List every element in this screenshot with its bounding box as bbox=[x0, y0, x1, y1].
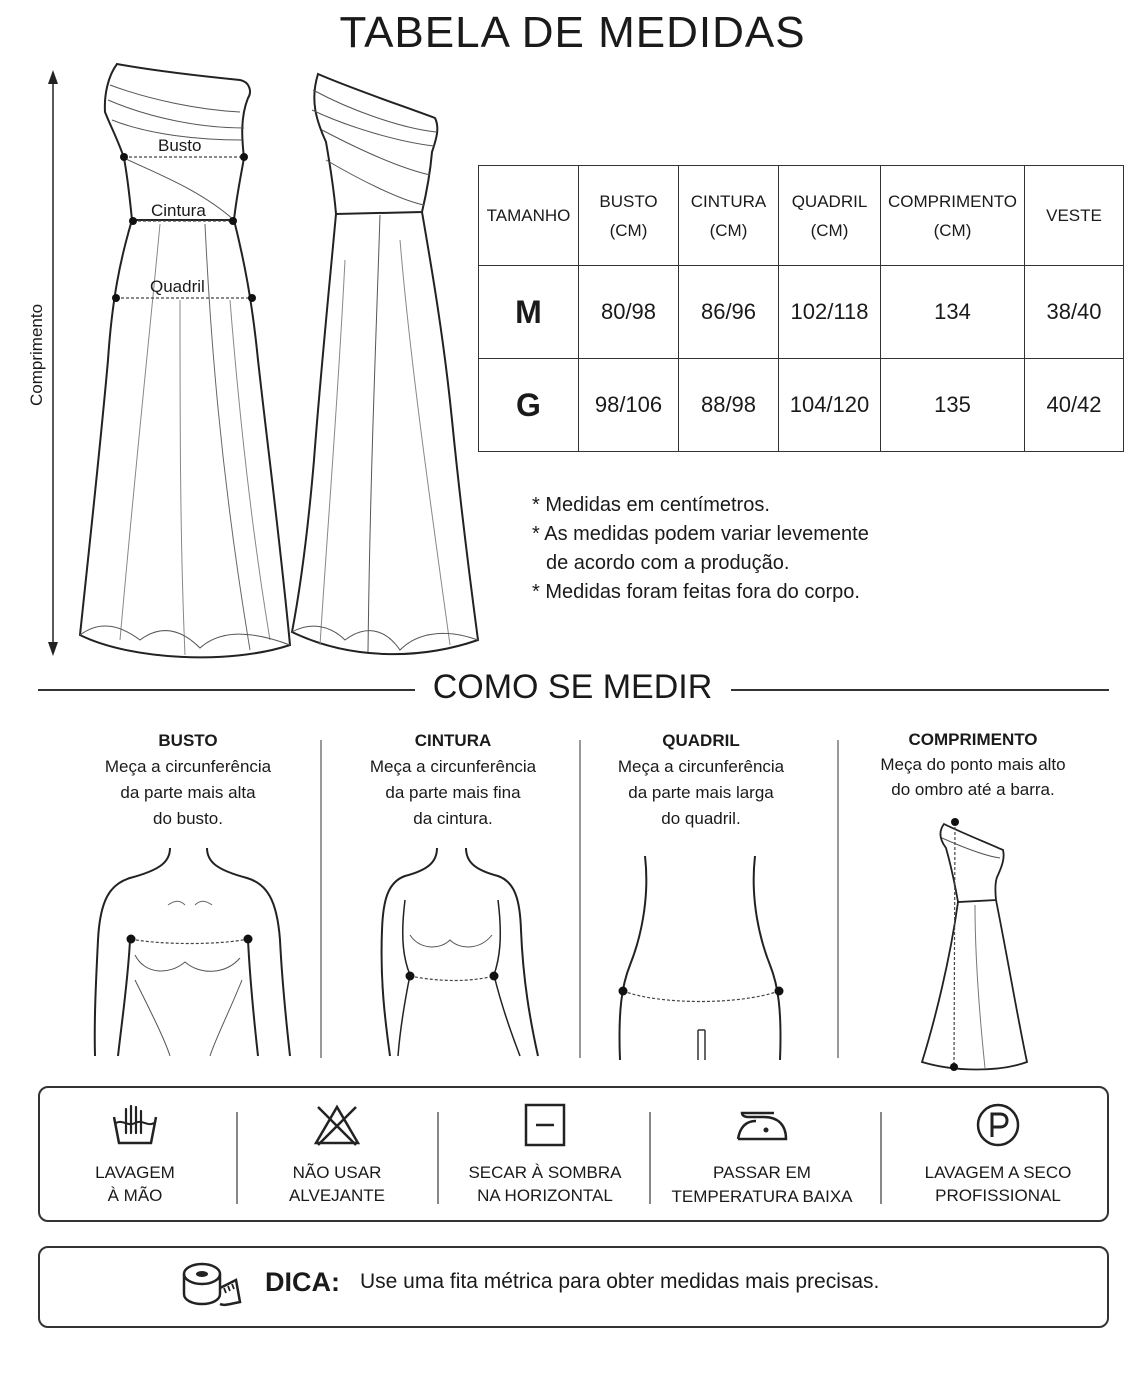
note-line: de acordo com a produção. bbox=[546, 552, 790, 574]
como-se-medir-title: COMO SE MEDIR bbox=[432, 668, 713, 706]
dry-clean-p-icon bbox=[973, 1103, 1023, 1147]
measure-line: da parte mais larga bbox=[628, 783, 774, 802]
busto-label: Busto bbox=[158, 136, 202, 155]
care-iron-low bbox=[662, 1103, 862, 1208]
care-label: NA HORIZONTAL bbox=[477, 1186, 613, 1205]
page-title: TABELA DE MEDIDAS bbox=[339, 8, 806, 57]
measure-title: QUADRIL bbox=[662, 731, 740, 750]
measure-title: CINTURA bbox=[414, 731, 492, 750]
care-dry-clean bbox=[908, 1103, 1088, 1207]
care-label: LAVAGEM bbox=[95, 1163, 175, 1182]
hand-wash-icon bbox=[110, 1103, 160, 1147]
table-cell: 38/40 bbox=[1025, 266, 1124, 359]
care-separator bbox=[649, 1112, 651, 1204]
table-cell: 104/120 bbox=[779, 359, 881, 452]
table-cell: M bbox=[479, 266, 579, 359]
care-label: TEMPERATURA BAIXA bbox=[671, 1187, 853, 1206]
care-label: ALVEJANTE bbox=[288, 1186, 386, 1205]
care-label: PROFISSIONAL bbox=[935, 1186, 1061, 1205]
table-header: QUADRIL (CM) bbox=[779, 166, 881, 266]
table-cell: 80/98 bbox=[579, 266, 679, 359]
note-line: * Medidas em centímetros. bbox=[532, 494, 770, 516]
measure-line: Meça do ponto mais alto bbox=[880, 755, 1066, 774]
no-bleach-icon bbox=[312, 1103, 362, 1147]
table-cell: 40/42 bbox=[1025, 359, 1124, 452]
measure-line: da parte mais fina bbox=[385, 783, 521, 802]
table-header: COMPRIMENTO (CM) bbox=[881, 166, 1025, 266]
care-no-bleach bbox=[257, 1103, 417, 1207]
measure-title: COMPRIMENTO bbox=[908, 730, 1038, 749]
table-header: BUSTO (CM) bbox=[579, 166, 679, 266]
table-cell: G bbox=[479, 359, 579, 452]
tape-measure-icon bbox=[180, 1260, 244, 1310]
table-cell: 88/98 bbox=[679, 359, 779, 452]
table-cell: 134 bbox=[881, 266, 1025, 359]
care-label: PASSAR EM bbox=[713, 1163, 811, 1182]
dica-text: Use uma fita métrica para obter medidas mais precisas. bbox=[360, 1270, 880, 1293]
measure-line: Meça a circunferência bbox=[104, 757, 272, 776]
table-cell: 135 bbox=[881, 359, 1025, 452]
care-separator bbox=[880, 1112, 882, 1204]
table-header: CINTURA (CM) bbox=[679, 166, 779, 266]
care-label: À MÃO bbox=[107, 1186, 163, 1205]
note-line: * As medidas podem variar levemente bbox=[532, 523, 869, 545]
cintura-label: Cintura bbox=[151, 201, 206, 220]
care-separator bbox=[236, 1112, 238, 1204]
measure-line: do busto. bbox=[153, 809, 223, 828]
measure-line: Meça a circunferência bbox=[617, 757, 785, 776]
table-header: VESTE bbox=[1025, 166, 1124, 266]
dry-flat-shade-icon bbox=[520, 1103, 570, 1147]
table-cell: 102/118 bbox=[779, 266, 881, 359]
measure-title: BUSTO bbox=[158, 731, 218, 750]
care-hand-wash bbox=[55, 1103, 215, 1207]
care-separator bbox=[437, 1112, 439, 1204]
comprimento-label: Comprimento bbox=[27, 303, 46, 406]
measure-line: da parte mais alta bbox=[120, 783, 256, 802]
measure-line: do quadril. bbox=[661, 809, 741, 828]
care-label: LAVAGEM A SECO bbox=[924, 1163, 1072, 1182]
quadril-label: Quadril bbox=[150, 277, 205, 296]
measure-line: do ombro até a barra. bbox=[891, 780, 1055, 799]
table-cell: 86/96 bbox=[679, 266, 779, 359]
measure-line: da cintura. bbox=[413, 809, 493, 828]
dica-label: DICA: bbox=[265, 1267, 340, 1297]
measure-line: Meça a circunferência bbox=[369, 757, 537, 776]
table-header: TAMANHO bbox=[479, 166, 579, 266]
table-cell: 98/106 bbox=[579, 359, 679, 452]
care-label: NÃO USAR bbox=[292, 1163, 382, 1182]
care-label: SECAR À SOMBRA bbox=[468, 1163, 622, 1182]
note-line: * Medidas foram feitas fora do corpo. bbox=[532, 581, 860, 603]
iron-low-icon bbox=[734, 1103, 790, 1147]
care-dry-shade bbox=[455, 1103, 635, 1207]
